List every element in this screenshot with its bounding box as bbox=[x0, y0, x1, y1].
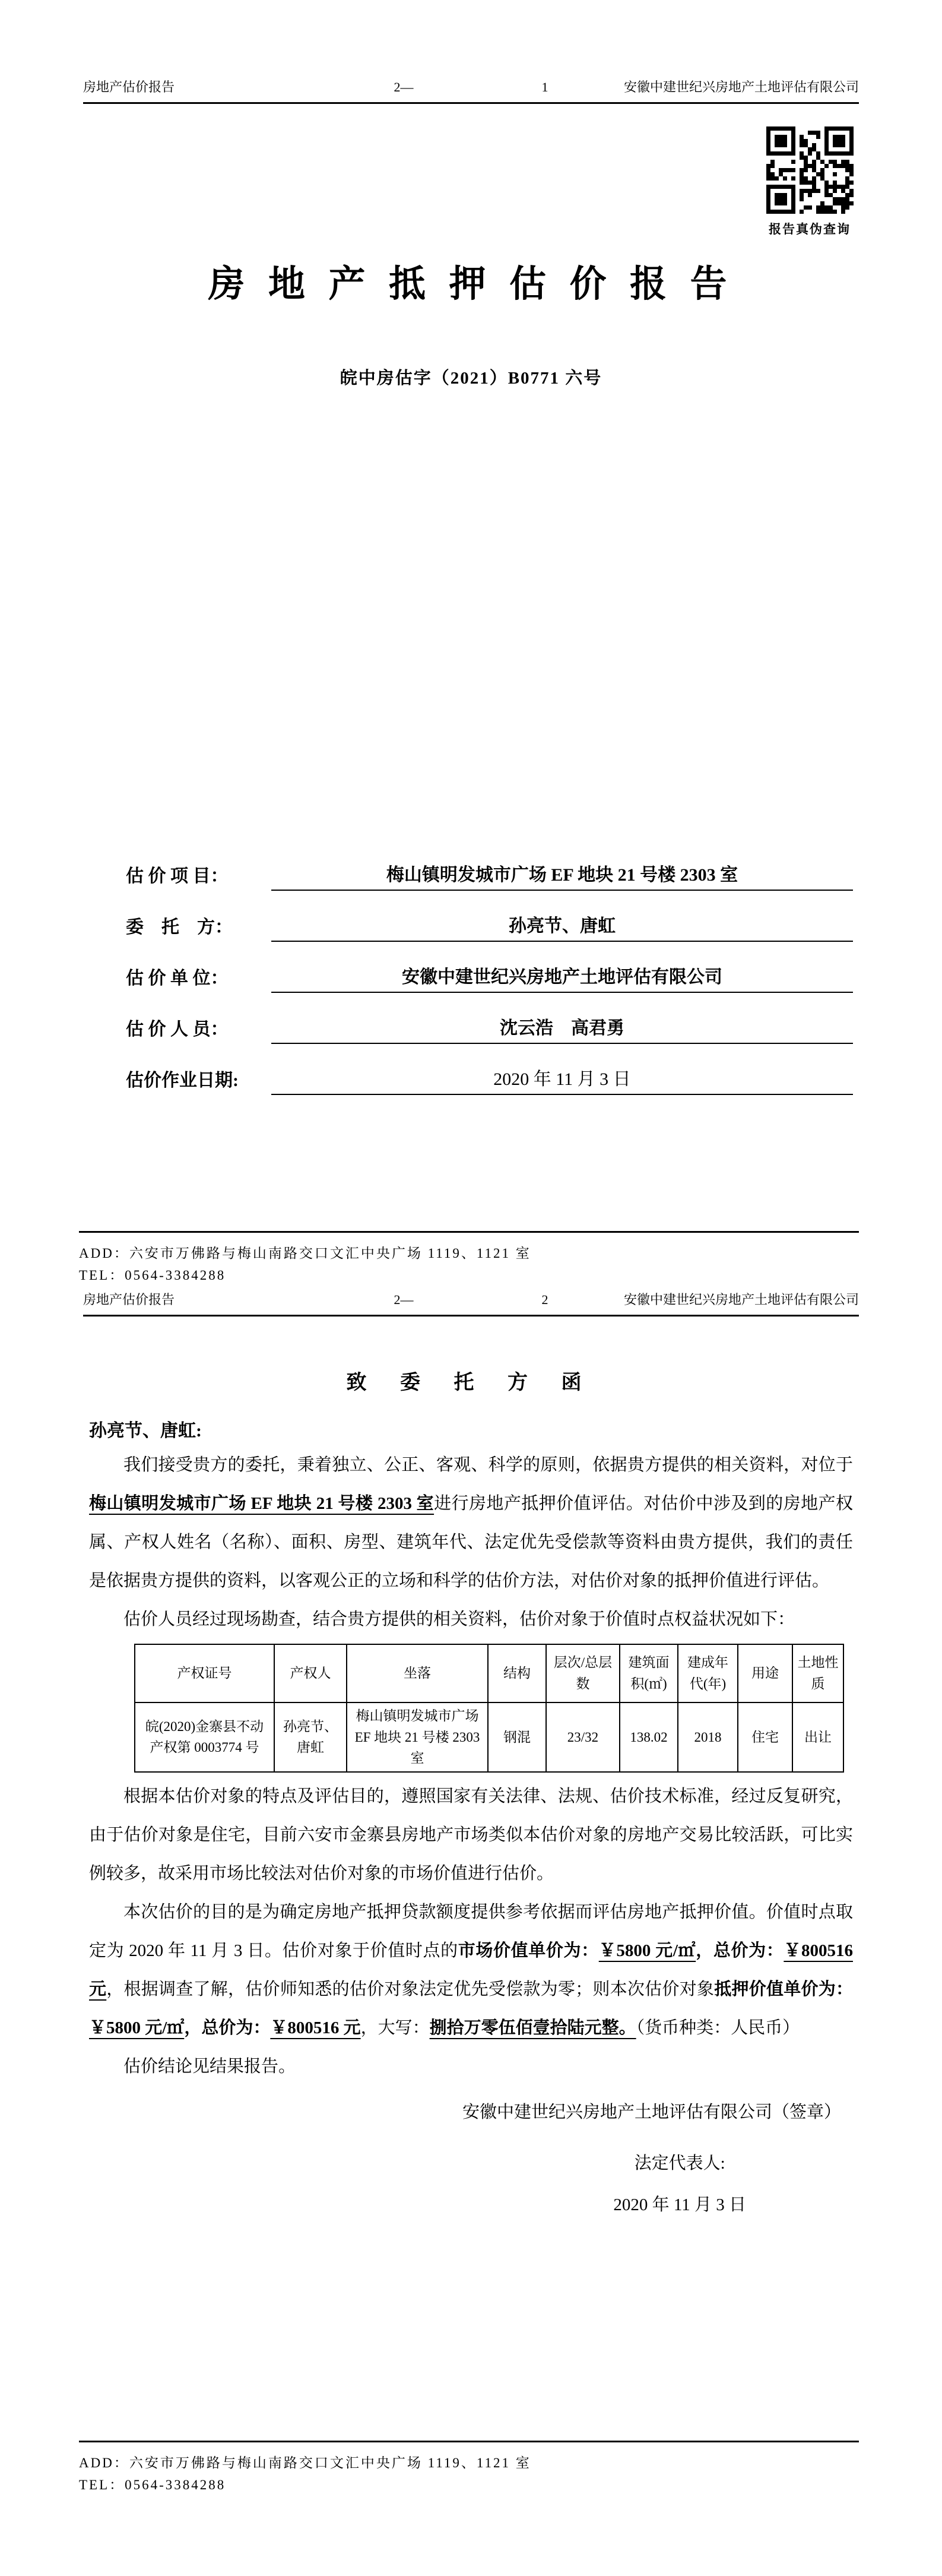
footer-rule bbox=[79, 2441, 859, 2442]
field-label: 估 价 单 位： bbox=[126, 969, 229, 988]
signature-company: 安徽中建世纪兴房地产土地评估有限公司（签章） bbox=[462, 2102, 841, 2122]
letter-body bbox=[89, 1446, 853, 2226]
market-unit-price-label: 市场价值单价为： bbox=[458, 1941, 599, 1960]
field-label: 估 价 人 员： bbox=[126, 1020, 229, 1039]
field-value: 孙亮节、唐虹 bbox=[271, 911, 853, 942]
running-header-company: 安徽中建世纪兴房地产土地评估有限公司 bbox=[623, 80, 859, 94]
mortgage-unit-price-value: ￥5800 元/㎡ bbox=[89, 2018, 185, 2037]
table-header-cell: 产权人 bbox=[274, 1644, 347, 1702]
page-number-value: 2 bbox=[541, 1292, 548, 1307]
mortgage-unit-price-label: 抵押价值单价为： bbox=[714, 1979, 853, 1999]
paragraph-method: 根据本估价对象的特点及评估目的，遵照国家有关法律、法规、估价技术标准，经过反复研究，由于估价对象是住宅，目前六安市金寨县房地产市场类似本估价对象的房地产交易比较活跃，可比实例较多，故采用市场比较法对估价对象的市场价值进行估价。 bbox=[89, 1786, 853, 1883]
table-header-cell: 用途 bbox=[738, 1644, 792, 1702]
text-run: 进行房地产抵押价值评估。对估价中涉及到的房地产权属、产权人姓名（名称）、面积、房型、建筑年代、法定优先受偿款等资料由贵方提供，我们的责任是依据贵方提供的资料，以客观公正的立场和科学的估价方法，对估价对象的抵押价值进行评估。 bbox=[89, 1494, 853, 1590]
amount-in-words: 捌拾万零伍佰壹拾陆元整。 bbox=[429, 2018, 636, 2037]
running-header-title: 房地产估价报告 bbox=[83, 1292, 175, 1307]
text-run: （货币种类：人民币） bbox=[636, 2018, 800, 2037]
ownership-table bbox=[134, 1644, 844, 1773]
header-rule bbox=[83, 1315, 859, 1317]
table-cell: 住宅 bbox=[738, 1702, 792, 1772]
paragraph-conclusion: 估价结论见结果报告。 bbox=[123, 2056, 296, 2076]
mortgage-total-price-label: ，总价为： bbox=[184, 2018, 271, 2037]
paragraph-survey: 估价人员经过现场勘查，结合贵方提供的相关资料，估价对象于价值时点权益状况如下： bbox=[123, 1610, 795, 1629]
page-1 bbox=[0, 0, 942, 1283]
paragraph-commission bbox=[89, 1446, 853, 1600]
footer-telephone: TEL：0564-3384288 bbox=[79, 2477, 226, 2492]
table-row bbox=[135, 1702, 843, 1772]
table-header-row bbox=[135, 1644, 843, 1702]
table-header-cell: 层次/总层数 bbox=[546, 1644, 620, 1702]
running-header-company: 安徽中建世纪兴房地产土地评估有限公司 bbox=[623, 1292, 859, 1307]
table-header-cell: 坐落 bbox=[347, 1644, 488, 1702]
qr-code bbox=[766, 126, 854, 214]
running-header-title: 房地产估价报告 bbox=[83, 80, 175, 94]
table-cell: 138.02 bbox=[620, 1702, 678, 1772]
salutation: 孙亮节、唐虹: bbox=[89, 1421, 202, 1441]
field-appraisal-agency bbox=[126, 956, 853, 993]
table-header-cell: 建成年代(年) bbox=[678, 1644, 738, 1702]
total-price-label: ，总价为： bbox=[696, 1941, 784, 1960]
table-cell: 出让 bbox=[792, 1702, 843, 1772]
running-header-page-number bbox=[388, 80, 554, 95]
field-label: 估价作业日期: bbox=[126, 1071, 239, 1090]
cover-fields bbox=[126, 854, 853, 1109]
field-value: 梅山镇明发城市广场 EF 地块 21 号楼 2303 室 bbox=[271, 860, 853, 891]
table-cell: 孙亮节、唐虹 bbox=[274, 1702, 347, 1772]
field-appraisal-project bbox=[126, 854, 853, 891]
report-title: 房 地 产 抵 押 估 价 报 告 bbox=[208, 264, 734, 305]
signature-block bbox=[613, 2143, 746, 2226]
paragraph-valuation bbox=[89, 1893, 853, 2047]
field-value: 沈云浩 高君勇 bbox=[271, 1013, 853, 1044]
text-run: 我们接受贵方的委托，秉着独立、公正、客观、科学的原则，依据贵方提供的相关资料，对位于 bbox=[123, 1455, 853, 1474]
report-number: 皖中房估字（2021）B0771 六号 bbox=[340, 369, 602, 388]
table-cell: 2018 bbox=[678, 1702, 738, 1772]
field-client bbox=[126, 905, 853, 942]
field-value: 安徽中建世纪兴房地产土地评估有限公司 bbox=[271, 962, 853, 993]
total-price-value: ￥800516 元 bbox=[89, 1941, 853, 1999]
running-header-page-number bbox=[388, 1292, 554, 1308]
page-2 bbox=[0, 1283, 942, 2576]
qr-caption: 报告真伪查询 bbox=[769, 222, 851, 236]
market-unit-price-value: ￥5800 元/㎡ bbox=[598, 1941, 696, 1960]
header-rule bbox=[83, 102, 859, 104]
table-header-cell: 产权证号 bbox=[135, 1644, 274, 1702]
mortgage-total-price-value: ￥800516 元 bbox=[270, 2018, 361, 2037]
footer-address: ADD：六安市万佛路与梅山南路交口文汇中央广场 1119、1121 室 bbox=[79, 2455, 531, 2470]
table-cell: 23/32 bbox=[546, 1702, 620, 1772]
page-number-value: 1 bbox=[541, 80, 548, 94]
qr-block bbox=[765, 126, 854, 238]
letter-title: 致 委 托 方 函 bbox=[346, 1372, 596, 1394]
table-cell: 梅山镇明发城市广场 EF 地块 21 号楼 2303 室 bbox=[347, 1702, 488, 1772]
page-number-prefix: 2— bbox=[394, 1292, 414, 1307]
table-header-cell: 结构 bbox=[488, 1644, 546, 1702]
page1-running-header bbox=[83, 80, 859, 95]
table-header-cell: 建筑面积(㎡) bbox=[620, 1644, 678, 1702]
table-header-cell: 土地性质 bbox=[792, 1644, 843, 1702]
footer-rule bbox=[79, 1231, 859, 1233]
field-label: 委 托 方： bbox=[126, 917, 233, 937]
page2-footer bbox=[79, 2441, 859, 2496]
field-appraisal-date bbox=[126, 1058, 853, 1095]
signature-date: 2020 年 11 月 3 日 bbox=[613, 2195, 746, 2214]
field-label: 估 价 项 目： bbox=[126, 866, 229, 886]
field-appraisers bbox=[126, 1007, 853, 1044]
footer-address: ADD：六安市万佛路与梅山南路交口文汇中央广场 1119、1121 室 bbox=[79, 1246, 531, 1261]
field-value: 2020 年 11 月 3 日 bbox=[271, 1064, 853, 1095]
text-run: 本次估价的目的是为确定房地产抵押贷款额度提供参考依据而评估房地产抵押价值。价值时点取定为 2020 年 11 月 3 日。估价对象于价值时点的 bbox=[89, 1902, 853, 1960]
text-run: ，大写： bbox=[360, 2018, 430, 2037]
legal-representative-label: 法定代表人: bbox=[634, 2153, 725, 2173]
page-number-prefix: 2— bbox=[394, 80, 414, 94]
footer-telephone: TEL：0564-3384288 bbox=[79, 1268, 226, 1283]
page1-footer bbox=[79, 1231, 859, 1286]
table-cell: 钢混 bbox=[488, 1702, 546, 1772]
table-cell: 皖(2020)金寨县不动产权第 0003774 号 bbox=[135, 1702, 274, 1772]
property-name-emphasis: 梅山镇明发城市广场 EF 地块 21 号楼 2303 室 bbox=[89, 1494, 434, 1513]
text-run: ，根据调查了解，估价师知悉的估价对象法定优先受偿款为零；则本次估价对象 bbox=[106, 1979, 715, 1999]
page2-running-header bbox=[83, 1292, 859, 1308]
